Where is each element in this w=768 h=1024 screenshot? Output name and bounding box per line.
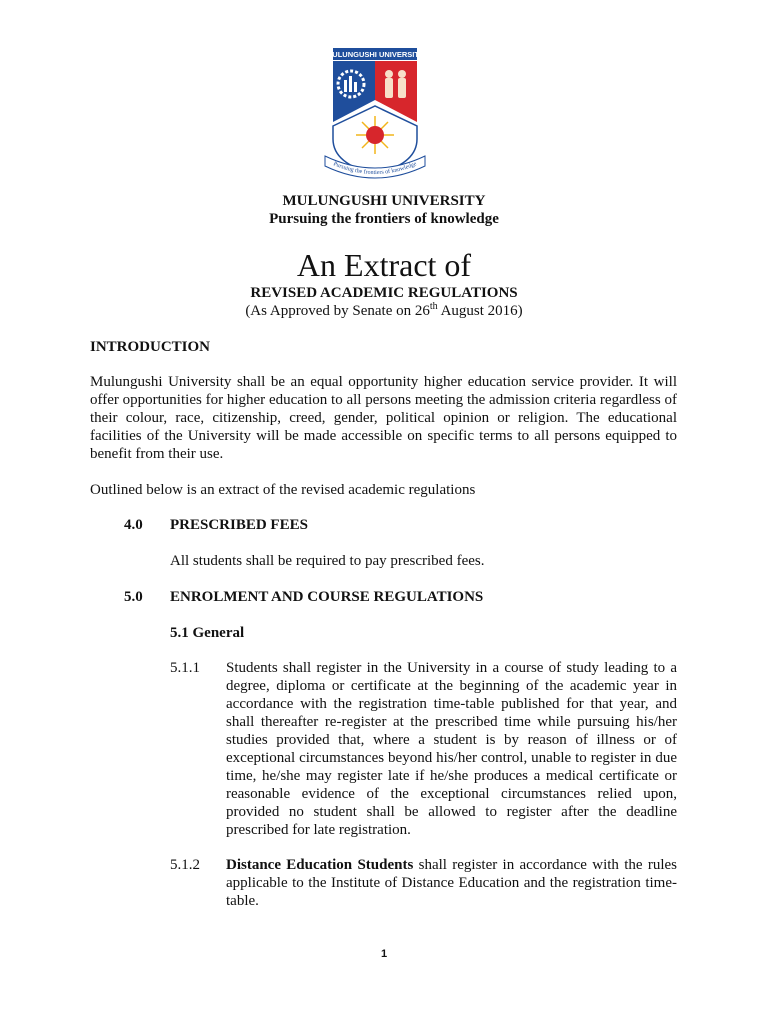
university-name: MULUNGUSHI UNIVERSITY — [282, 193, 486, 209]
section-4-text: All students shall be required to pay prescribed fees. — [170, 553, 485, 569]
section-5-heading: ENROLMENT AND COURSE REGULATIONS — [170, 589, 484, 605]
section-5-1-heading: 5.1 General — [170, 625, 245, 641]
introduction-paragraph: Mulungushi University shall be an equal opportunity higher education service provider. It will offer opportunities for higher education to all persons meeting the admission criteria regardless of their colour, race, citizenship, creed, gender, political opinion or religion. The educational facilities of the University will be made accessible on specific terms to all persons equipped to benefit from their use. — [90, 374, 677, 462]
page-number: 1 — [380, 948, 388, 960]
clause-5-1-2-text: Distance Education Students shall register in accordance with the rules applicable to the Institute of Distance Education and the registration time-table. — [226, 857, 677, 909]
page-subtitle: REVISED ACADEMIC REGULATIONS — [250, 285, 518, 301]
clause-5-1-1-text: Students shall register in the University in a course of study leading to a degree, diploma or certificate at the beginning of the academic year in accordance with the registration time-table published for that year, and shall thereafter re-register at the prescribed time while pursuing his/her studies provided that, where a student is by reason of illness or of exceptional circumstances beyond his/her control, unable to register in due time, he/she may register late if he/she produces a medical certificate or reasonable evidence of the exceptional circumstances relied upon, provided no student shall be allowed to register after the deadline prescribed for late registration. — [226, 660, 677, 838]
approval-note: (As Approved by Senate on 26th August 2016) — [245, 301, 523, 319]
section-4-number: 4.0 — [124, 517, 143, 533]
university-crest — [319, 44, 431, 184]
clause-5-1-2-number: 5.1.2 — [170, 857, 200, 873]
section-5-number: 5.0 — [124, 589, 143, 605]
page-title: An Extract of — [296, 247, 472, 283]
crest-banner-text: MULUNGUSHI UNIVERSITY — [326, 50, 424, 59]
clause-5-1-1-number: 5.1.1 — [170, 660, 200, 676]
crest-svg — [319, 44, 431, 184]
introduction-heading: INTRODUCTION — [90, 339, 211, 355]
motto-text: Pursuing the frontiers of knowledge — [332, 161, 418, 177]
university-tagline: Pursuing the frontiers of knowledge — [269, 211, 499, 227]
section-4-heading: PRESCRIBED FEES — [170, 517, 308, 533]
outline-text: Outlined below is an extract of the revised academic regulations — [90, 482, 476, 498]
clause-5-1-2-lead: Distance Education Students — [226, 857, 414, 873]
